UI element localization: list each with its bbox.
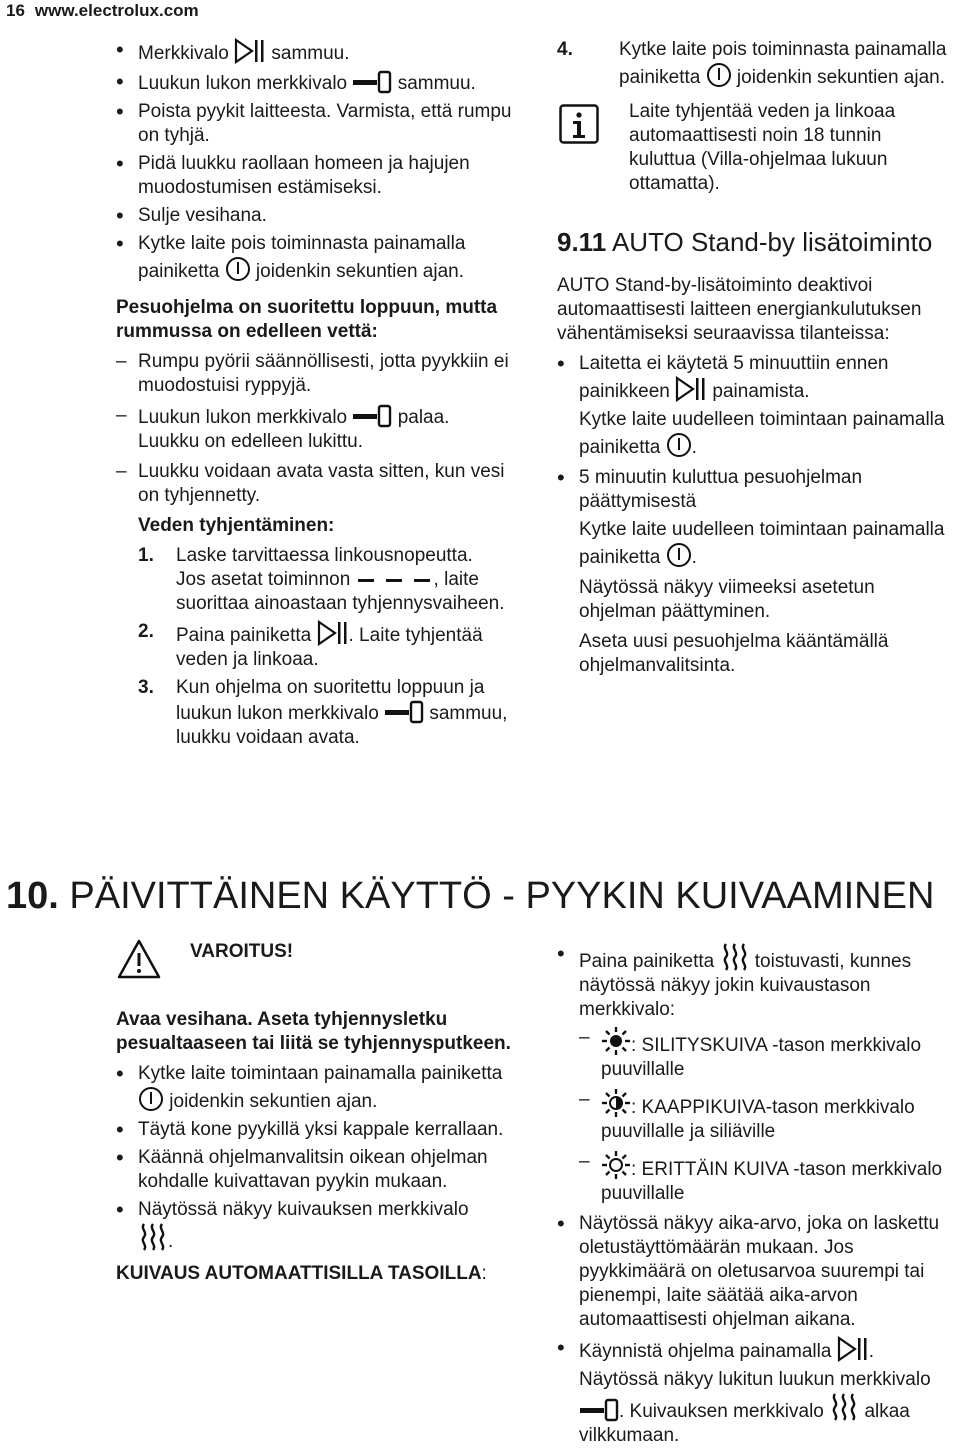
iron-dry-icon <box>601 1026 631 1056</box>
power-icon <box>706 62 732 88</box>
list-item-detail: Kytke laite uudelleen toimintaan painamalla painiketta . <box>579 409 945 458</box>
list-item: • Poista pyykit laitteesta. Varmista, että rumpu on tyhjä. <box>116 100 516 148</box>
list-item: • Kytke laite toimintaan painamalla painiketta joidenkin sekuntien ajan. <box>116 1062 516 1114</box>
dry-level-item: – : SILITYSKUIVA -tason merkkivalo puuvillalle <box>579 1026 957 1082</box>
cupboard-dry-icon <box>601 1088 631 1118</box>
power-icon <box>225 256 251 282</box>
info-icon <box>559 104 599 144</box>
list-item-detail: Kytke laite uudelleen toimintaan painamalla painiketta . <box>579 519 945 568</box>
start-pause-icon <box>675 376 707 402</box>
list-item: • Paina painiketta toistuvasti, kunnes näytössä näkyy jokin kuivaustason merkkivalo: <box>557 942 957 1022</box>
list-item: • Käännä ohjelmanvalitsin oikean ohjelman kohdalle kuivattavan pyykin mukaan. <box>116 1146 516 1194</box>
start-pause-icon <box>234 38 266 64</box>
bottom-left-column <box>116 938 516 1292</box>
page-number: 16 <box>6 1 25 20</box>
extra-dry-icon <box>601 1150 631 1180</box>
list-item: – Rumpu pyörii säännöllisesti, jotta pyykkiin ei muodostuisi ryppyjä. <box>116 350 516 398</box>
list-item: • Käynnistä ohjelma painamalla . <box>557 1336 957 1364</box>
section-title: 9.11 AUTO Stand-by lisätoiminto <box>557 227 933 257</box>
door-lock-icon <box>352 404 392 428</box>
door-lock-icon <box>384 700 424 724</box>
warning-block <box>116 938 516 1008</box>
list-item: • Pidä luukku raollaan homeen ja hajujen muodostumisen estämiseksi. <box>116 152 516 200</box>
list-item-detail: Näytössä näkyy viimeeksi asetetun ohjelman päättyminen. <box>579 577 875 622</box>
list-item: • Kytke laite pois toiminnasta painamalla painiketta joidenkin sekuntien ajan. <box>116 232 516 284</box>
list-item-detail: Aseta uusi pesuohjelma kääntämällä ohjelmanvalitsinta. <box>579 631 889 676</box>
step-item: 1. Laske tarvittaessa linkousnopeutta. Jos asetat toiminnon , laite suorittaa ainoastaan tyhjennysvaiheen. <box>138 545 505 614</box>
drying-icon <box>138 1222 168 1252</box>
warning-icon <box>116 938 162 980</box>
step-item: 4. Kytke laite pois toiminnasta painamalla painiketta joidenkin sekuntien ajan. <box>557 39 947 88</box>
list-item-detail: Näytössä näkyy lukitun luukun merkkivalo . Kuivauksen merkkivalo alkaa vilkkumaan. <box>579 1369 931 1446</box>
start-pause-icon <box>837 1336 869 1362</box>
drying-icon <box>829 1392 859 1422</box>
subheading: Veden tyhjentäminen: <box>138 515 335 536</box>
power-icon <box>666 432 692 458</box>
page-header <box>6 0 199 22</box>
section-heading: KUIVAUS AUTOMAATTISILLA TASOILLA: <box>116 1263 487 1284</box>
list-item: • Näytössä näkyy aika-arvo, joka on laskettu oletustäyttömäärän mukaan. Jos pyykkimäärä on oletusarvoa suurempi tai pienempi, laite säätää aika-arvon automaattisesti ohjelman aikana. <box>557 1212 957 1332</box>
power-icon <box>666 542 692 568</box>
bottom-right-column <box>557 942 957 1454</box>
right-column <box>557 38 952 684</box>
list-item: • Laitetta ei käytetä 5 minuuttiin ennen painikkeen painamista. <box>557 352 952 404</box>
door-lock-icon <box>579 1398 619 1422</box>
step-item: 2. Paina painiketta . Laite tyhjentää veden ja linkoaa. <box>138 621 483 670</box>
left-column <box>116 38 516 754</box>
dry-level-item: – : KAAPPIKUIVA-tason merkkivalo puuvillalle ja siliäville <box>579 1088 957 1144</box>
start-pause-icon <box>317 620 349 646</box>
list-item: • 5 minuutin kuluttua pesuohjelman päättymisestä <box>557 466 952 514</box>
list-item: • Näytössä näkyy kuivauksen merkkivalo . <box>116 1198 516 1254</box>
step-item: 3. Kun ohjelma on suoritettu loppuun ja luukun lukon merkkivalo sammuu, luukku voidaan avata. <box>138 677 508 748</box>
chapter-title: 10. PÄIVITTÄINEN KÄYTTÖ - PYYKIN KUIVAAMINEN <box>6 875 935 917</box>
site-url: www.electrolux.com <box>34 1 199 20</box>
list-item: – Luukku voidaan avata vasta sitten, kun vesi on tyhjennetty. <box>116 460 516 508</box>
door-lock-icon <box>352 70 392 94</box>
list-item: • Sulje vesihana. <box>116 204 516 228</box>
list-item: • Täytä kone pyykillä yksi kappale kerrallaan. <box>116 1118 516 1142</box>
list-item: – Luukun lukon merkkivalo palaa. Luukku on edelleen lukittu. <box>116 404 516 454</box>
warning-label: VAROITUS! <box>190 941 294 962</box>
warning-text: Avaa vesihana. Aseta tyhjennysletku pesualtaaseen tai liitä se tyhjennysputkeen. <box>116 1009 511 1054</box>
list-item: • Luukun lukon merkkivalo sammuu. <box>116 70 516 96</box>
list-item: • Merkkivalo sammuu. <box>116 38 516 66</box>
drying-icon <box>720 942 750 972</box>
power-icon <box>138 1086 164 1112</box>
intro-text: AUTO Stand-by-lisätoiminto deaktivoi automaattisesti laitteen energiankulutuksen vähentämiseksi seuraavissa tilanteissa: <box>557 275 922 344</box>
info-note: Laite tyhjentää veden ja linkoaa automaattisesti noin 18 tunnin kuluttua (Villa-ohjelmaa lukuun ottamatta). <box>557 100 952 196</box>
drain-only-icon <box>356 575 434 585</box>
dry-level-item: – : ERITTÄIN KUIVA -tason merkkivalo puuvillalle <box>579 1150 957 1206</box>
section-heading: Pesuohjelma on suoritettu loppuun, mutta rummussa on edelleen vettä: <box>116 297 498 342</box>
